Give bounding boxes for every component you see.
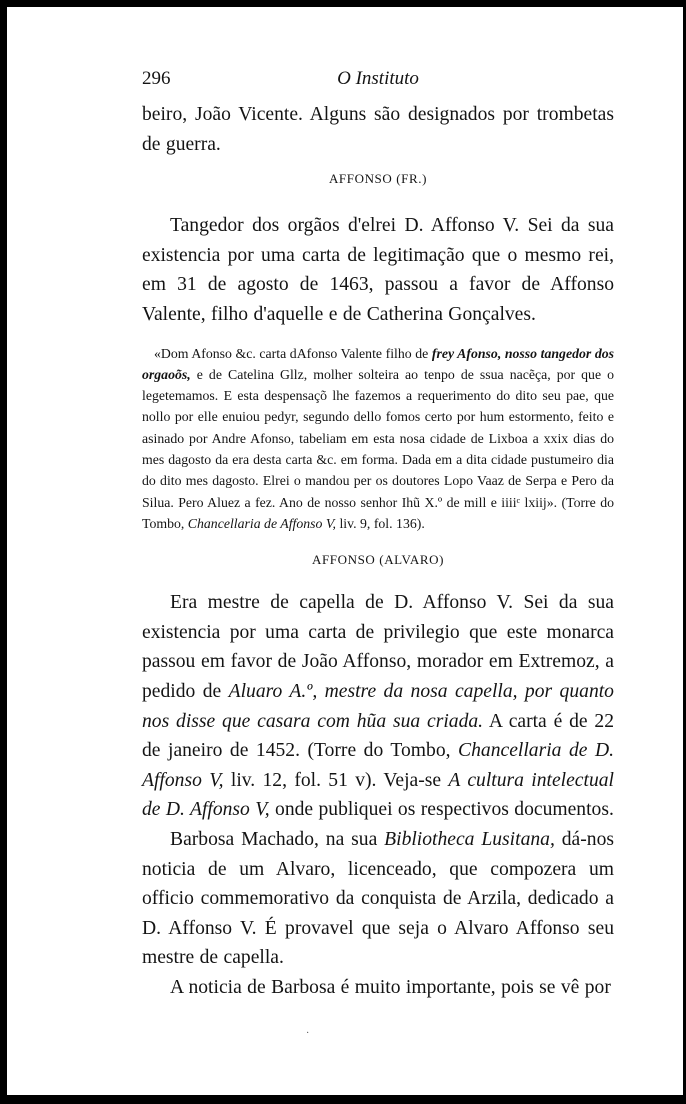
quote-italic-1: frey Afonso, nosso tangedor dos orgaoõs,: [142, 345, 614, 382]
alvaro-paragraph-2: [142, 825, 614, 973]
section-heading-affonso-alvaro: AFFONSO (ALVARO): [311, 552, 445, 568]
alvaro-p1-text-4: onde publiquei os respectivos documentos.: [275, 799, 614, 821]
alvaro-paragraph-1: [142, 588, 614, 825]
section-heading-affonso-fr: AFFONSO (FR.): [328, 171, 428, 187]
continuation-paragraph: beiro, João Vicente. Alguns são designados por trombetas de guerra.: [142, 104, 614, 155]
running-head: [142, 60, 614, 100]
alvaro-p1-text-2: A carta é de 22 de janeiro de 1452. (Torre do Tombo,: [142, 710, 614, 762]
alvaro-p1-text-3: liv. 12, fol. 51 v). Veja-se: [230, 769, 442, 791]
quote-text-3: liv. 9, fol. 136).: [339, 515, 425, 531]
alvaro-paragraph-3: A noticia de Barbosa é muito importante, pois se vê por: [170, 976, 611, 998]
alvaro-p1-text-1: Era mestre de capella de D. Affonso V. Sei da sua existencia por uma carta de privilegio que este monarca passou em favor de João Affonso, morador em Extremoz, a pedido de: [142, 592, 614, 703]
document-quote: [142, 343, 614, 535]
quote-text-1: «Dom Afonso &c. carta dAfonso Valente filho de: [154, 345, 429, 361]
alvaro-p2-text-2: dá-nos noticia de um Alvaro, licenceado, que compozera um officio commemorativo da conquista de Arzila, dedicado a D. Affonso V. É provavel que seja o Alvaro Affonso seu mestre de capella.: [142, 828, 614, 969]
page-number: 296: [142, 68, 171, 89]
quote-text-2: e de Catelina Gllz, molher solteira ao tenpo de ssua nacẽça, por que o legetemamos. E esta despensaçõ lhe fazemos a requerimento do dito seu pae, que nollo por elle enuiou pedyr, segundo dello fomos certo por hum estormento, feito e asinado por Andre Afonso, tabeliam em esta nosa cidade de Lixboa a xxix dias do mes dagosto da era desta carta &c. em forma. Dada em a dita cidade pustumeiro dia do dito mes dagosto. Elrei o mandou per os doutores Lopo Vaaz de Serpa e Pero da Silua. Pero Aluez a fez. Ano de nosso senhor Ihũ X.º de mill e iiiiᶜ lxiij». (Torre do Tombo,: [142, 366, 615, 531]
alvaro-p2-text-1: Barbosa Machado, na sua: [170, 828, 378, 850]
alvaro-p1-italic-2: Chancellaria de D. Affonso V,: [142, 740, 614, 791]
affonso-fr-paragraph: Tangedor dos orgãos d'elrei D. Affonso V. Sei da sua existencia por uma carta de legitimação que o mesmo rei, em 31 de agosto de 1463, passou a favor de Affonso Valente, filho d'aquelle e de Catherina Gonçalves.: [142, 215, 614, 325]
alvaro-p1-italic-1: Aluaro A.º, mestre da nosa capella, por quanto nos disse que casara com hũa sua criada.: [142, 681, 614, 732]
stray-mark: ·: [306, 1028, 310, 1039]
quote-italic-2: Chancellaria de Affonso V,: [187, 515, 336, 531]
running-title: O Instituto: [337, 68, 419, 89]
alvaro-p2-italic-1: Bibliotheca Lusitana,: [384, 828, 555, 850]
document-page: [142, 60, 614, 1003]
alvaro-p1-italic-3: A cultura intelectual de D. Affonso V,: [142, 769, 614, 821]
